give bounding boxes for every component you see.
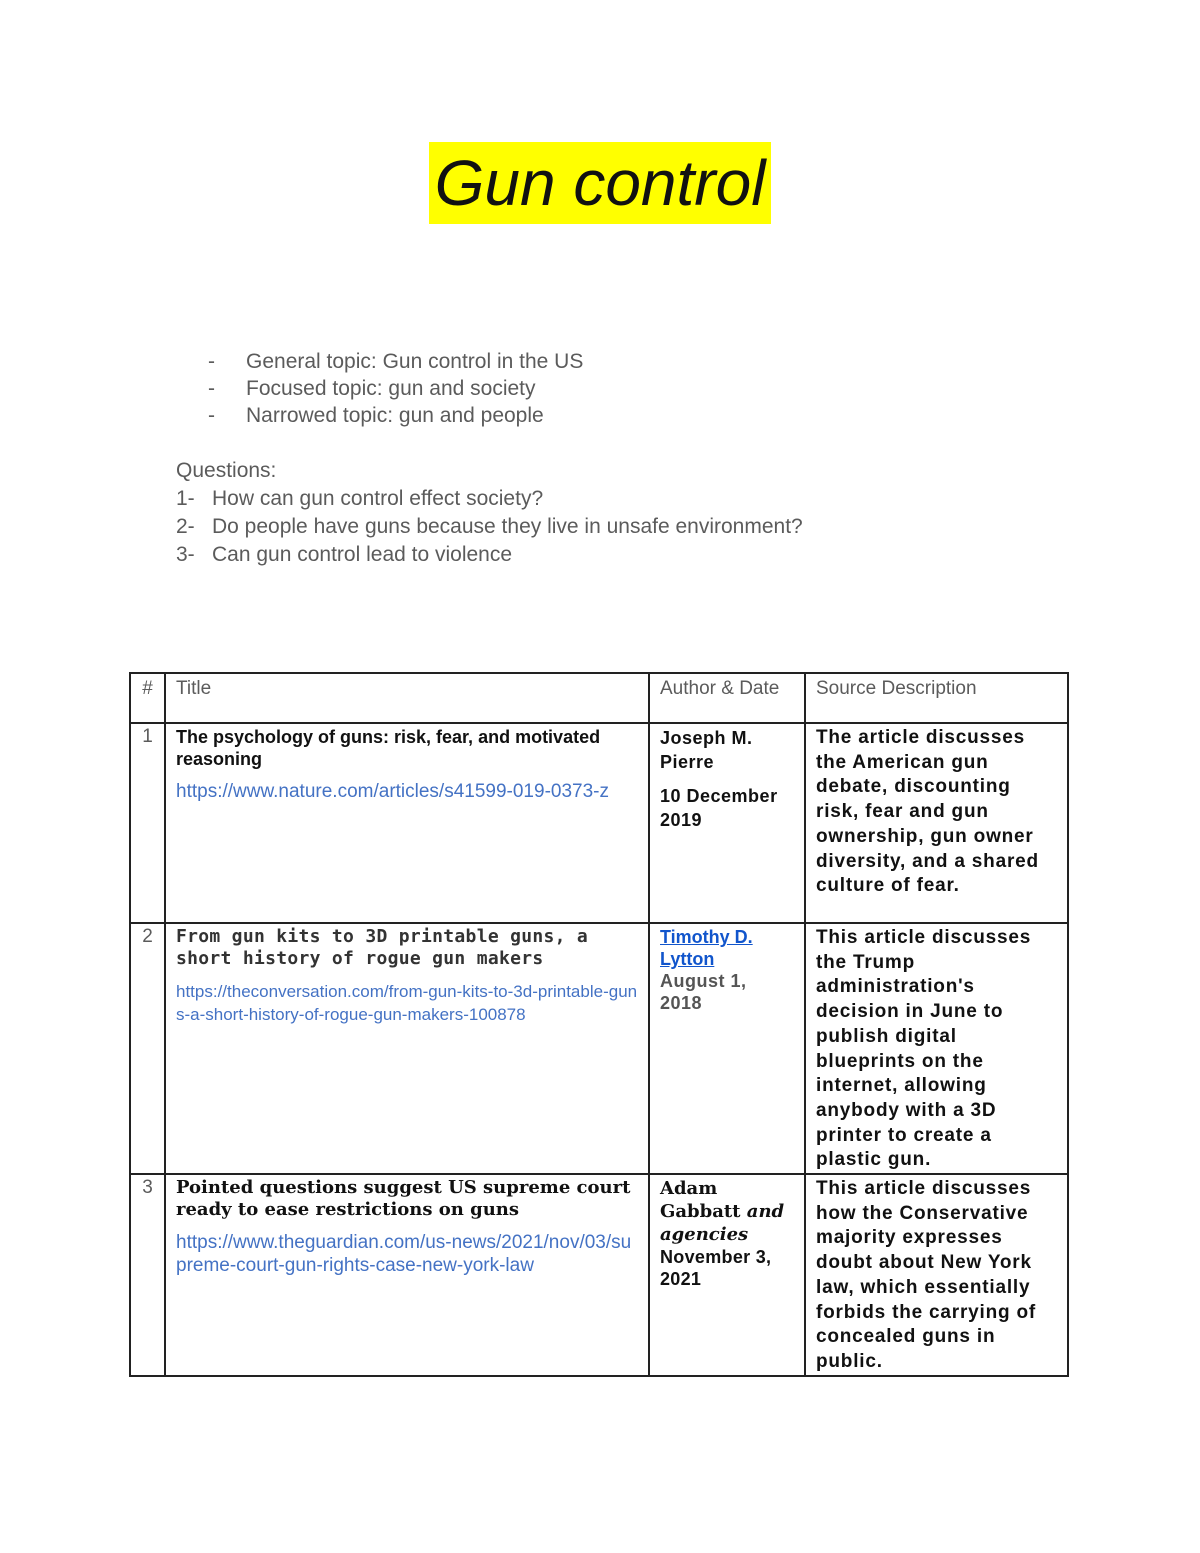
author-cell <box>649 1174 805 1376</box>
article-link[interactable]: https://www.nature.com/articles/s41599-019-0373-z <box>176 781 609 802</box>
author-name: Joseph M. Pierre <box>660 728 753 772</box>
author-suffix: and agencies <box>660 1201 785 1246</box>
topic-text: Focused topic: gun and society <box>246 377 536 400</box>
header-source-description: Source Description <box>805 673 1068 723</box>
header-author-date: Author & Date <box>649 673 805 723</box>
article-link[interactable]: https://www.theguardian.com/us-news/2021/nov/03/supreme-court-gun-rights-case-new-york-law <box>176 1232 632 1277</box>
header-title: Title <box>165 673 649 723</box>
author-cell <box>649 923 805 1174</box>
topics-list <box>208 348 583 429</box>
publish-date: 10 December 2019 <box>660 786 778 830</box>
questions-label: Questions: <box>176 459 277 482</box>
table-header-row <box>130 673 1068 723</box>
table-row <box>130 923 1068 1174</box>
topic-item <box>208 375 583 402</box>
row-number: 2 <box>130 923 165 1174</box>
author-block <box>660 726 794 832</box>
sources-table <box>129 672 1069 1377</box>
question-text: Can gun control lead to violence <box>212 543 513 566</box>
topic-item <box>208 348 583 375</box>
question-item <box>176 541 803 569</box>
question-item <box>176 513 803 541</box>
topic-dash: - <box>208 377 215 400</box>
author-block <box>660 1177 794 1246</box>
article-title: The psychology of guns: risk, fear, and motivated reasoning <box>176 727 601 769</box>
question-number: 3- <box>176 543 195 566</box>
author-link[interactable]: Timothy D. Lytton <box>660 927 753 969</box>
question-text: Do people have guns because they live in unsafe environment? <box>212 515 803 538</box>
article-title: From gun kits to 3D printable guns, a short history of rogue gun makers <box>176 926 589 969</box>
topic-text: Narrowed topic: gun and people <box>246 404 544 427</box>
title-wrap <box>0 142 1200 224</box>
title-cell <box>165 1174 649 1376</box>
topic-item <box>208 402 583 429</box>
publish-date: August 1, 2018 <box>660 971 747 1013</box>
author-cell <box>649 723 805 923</box>
article-link[interactable]: https://theconversation.com/from-gun-kits-to-3d-printable-guns-a-short-history-of-rogue-gun-makers-100878 <box>176 982 638 1024</box>
article-title: Pointed questions suggest US supreme court ready to ease restrictions on guns <box>176 1177 631 1221</box>
question-number: 1- <box>176 487 195 510</box>
table-row <box>130 723 1068 923</box>
publish-date: November 3, 2021 <box>660 1247 772 1290</box>
table-row <box>130 1174 1068 1376</box>
source-description: This article discusses how the Conservative majority expresses doubt about New York law, which essentially forbids the carrying of concealed guns in public. <box>805 1174 1068 1376</box>
topic-dash: - <box>208 350 215 373</box>
document-title: Gun control <box>429 142 772 224</box>
author-name: Adam Gabbatt <box>660 1178 741 1223</box>
question-text: How can gun control effect society? <box>212 487 544 510</box>
questions-section <box>176 457 803 569</box>
topic-dash: - <box>208 404 215 427</box>
title-cell <box>165 723 649 923</box>
row-number: 1 <box>130 723 165 923</box>
question-number: 2- <box>176 515 195 538</box>
row-number: 3 <box>130 1174 165 1376</box>
header-number: # <box>130 673 165 723</box>
topic-text: General topic: Gun control in the US <box>246 350 584 373</box>
source-description: The article discusses the American gun debate, discounting risk, fear and gun ownership, gun owner diversity, and a shared culture of fear. <box>805 723 1068 923</box>
question-item <box>176 485 803 513</box>
title-cell <box>165 923 649 1174</box>
source-description: This article discusses the Trump administration's decision in June to publish digital blueprints on the internet, allowing anybody with a 3D printer to create a plastic gun. <box>805 923 1068 1174</box>
